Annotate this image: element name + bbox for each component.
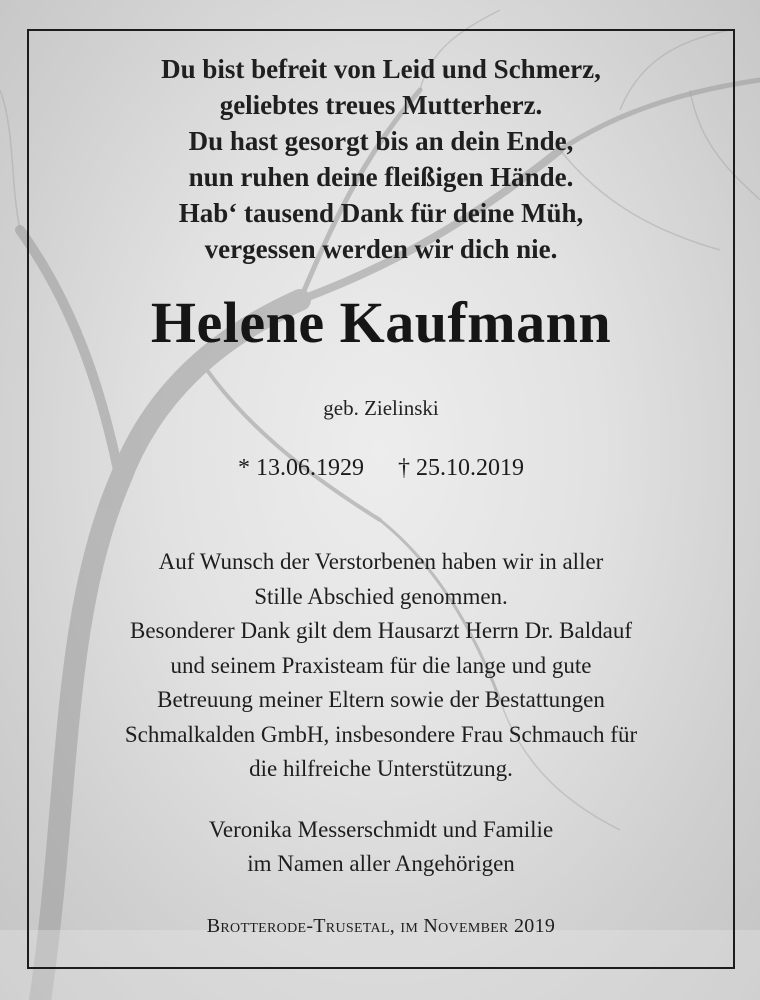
birth-name: geb. Zielinski xyxy=(323,396,439,420)
poem-line: geliebtes treues Mutterherz. xyxy=(219,90,543,120)
message-line: und seinem Praxisteam für die lange und gute xyxy=(170,652,592,678)
signature-block xyxy=(29,813,733,881)
deceased-name: Helene Kaufmann xyxy=(150,290,612,355)
death-date: † 25.10.2019 xyxy=(398,455,524,481)
message-line: Betreuung meiner Eltern sowie der Bestattungen xyxy=(157,687,605,712)
message-line: die hilfreiche Unterstützung. xyxy=(249,756,513,781)
message-line: Schmalkalden GmbH, insbesondere Frau Schmauch für xyxy=(124,721,638,747)
signature-line: Veronika Messerschmidt und Familie xyxy=(208,817,554,842)
life-dates xyxy=(29,455,733,482)
place-and-date: Brotterode-Trusetal, im November 2019 xyxy=(206,915,556,937)
family-message xyxy=(29,545,733,787)
message-line: Besonderer Dank gilt dem Hausarzt Herrn Dr. Baldauf xyxy=(129,618,632,643)
signature-line: im Namen aller Angehörigen xyxy=(247,851,515,876)
poem-line: vergessen werden wir dich nie. xyxy=(204,234,558,264)
message-line: Stille Abschied genommen. xyxy=(254,583,508,609)
birth-date: * 13.06.1929 xyxy=(238,455,364,481)
poem-line: nun ruhen deine fleißigen Hände. xyxy=(188,162,574,192)
poem-line: Du bist befreit von Leid und Schmerz, xyxy=(161,54,601,84)
memorial-poem xyxy=(29,51,733,267)
notice-content xyxy=(29,31,733,967)
poem-line: Du hast gesorgt bis an dein Ende, xyxy=(188,126,574,156)
poem-line: Hab‘ tausend Dank für deine Müh, xyxy=(178,198,584,228)
message-line: Auf Wunsch der Verstorbenen haben wir in aller xyxy=(158,549,604,574)
